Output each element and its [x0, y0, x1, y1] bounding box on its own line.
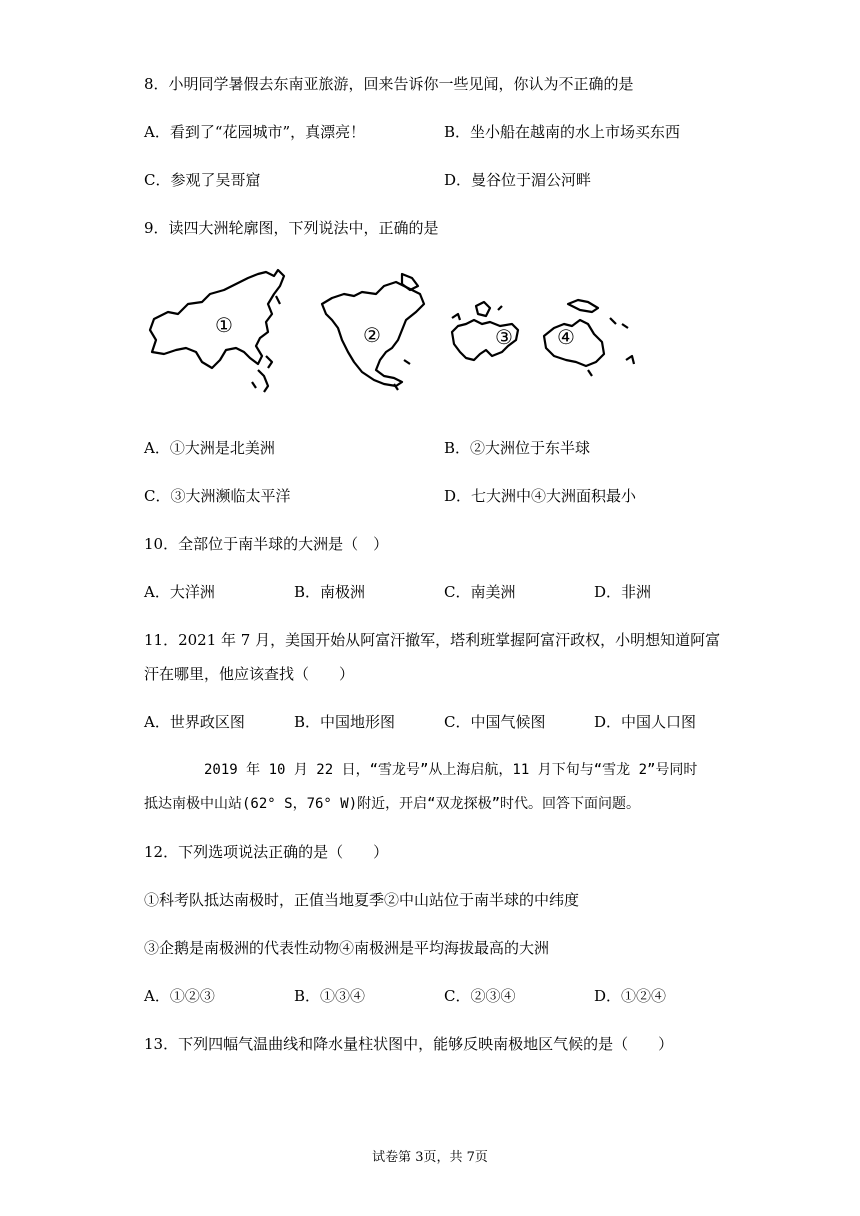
- q11-option-a: A．世界政区图: [144, 713, 245, 731]
- q9-stem: 9．读四大洲轮廓图，下列说法中，正确的是: [144, 219, 439, 237]
- q8-option-c: C．参观了吴哥窟: [144, 171, 261, 189]
- passage-line2: 抵达南极中山站(62° S，76° W)附近，开启“双龙探极”时代。回答下面问题。: [144, 796, 641, 812]
- q10-option-d: D．非洲: [594, 583, 652, 601]
- q11-stem-line2: 汗在哪里，他应该查找（ ）: [144, 665, 355, 683]
- q8-option-a: A．看到了“花园城市”，真漂亮！: [144, 123, 366, 141]
- page-footer: 试卷第 3页，共 7页: [372, 1150, 488, 1165]
- q12-option-c: C．②③④: [444, 987, 516, 1005]
- q9-option-d: D．七大洲中④大洲面积最小: [444, 487, 637, 505]
- q12-stem: 12．下列选项说法正确的是（ ）: [144, 843, 389, 861]
- continent-label-1: ①: [215, 313, 233, 337]
- q9-option-b: B．②大洲位于东半球: [444, 439, 591, 457]
- q12-option-d: D．①②④: [594, 987, 667, 1005]
- q10-option-b: B．南极洲: [294, 583, 366, 601]
- continent-outlines-svg: [140, 264, 650, 409]
- q12-option-a: A．①②③: [144, 987, 215, 1005]
- continent-label-3: ③: [495, 325, 513, 349]
- q12-statement-1: ①科考队抵达南极时，正值当地夏季②中山站位于南半球的中纬度: [144, 891, 580, 909]
- q9-option-a: A．①大洲是北美洲: [144, 439, 275, 457]
- q11-option-c: C．中国气候图: [444, 713, 546, 731]
- continent-outline-maps: [140, 264, 650, 409]
- q9-option-c: C．③大洲濒临太平洋: [144, 487, 291, 505]
- q8-stem: 8．小明同学暑假去东南亚旅游，回来告诉你一些见闻，你认为不正确的是: [144, 75, 634, 93]
- q11-option-b: B．中国地形图: [294, 713, 396, 731]
- continent-label-2: ②: [363, 323, 381, 347]
- q10-stem: 10．全部位于南半球的大洲是（ ）: [144, 535, 389, 553]
- q10-option-c: C．南美洲: [444, 583, 516, 601]
- q10-option-a: A．大洋洲: [144, 583, 215, 601]
- continent-label-4: ④: [557, 325, 575, 349]
- q12-option-b: B．①③④: [294, 987, 366, 1005]
- q8-option-d: D．曼谷位于湄公河畔: [444, 171, 592, 189]
- q12-statement-2: ③企鹅是南极洲的代表性动物④南极洲是平均海拔最高的大洲: [144, 939, 550, 957]
- q11-stem-line1: 11．2021 年 7 月，美国开始从阿富汗撤军，塔利班掌握阿富汗政权，小明想知道阿富: [144, 631, 721, 649]
- passage-line1: 2019 年 10 月 22 日，“雪龙号”从上海启航，11 月下旬与“雪龙 2”号同时: [204, 762, 698, 778]
- q11-option-d: D．中国人口图: [594, 713, 697, 731]
- q8-option-b: B．坐小船在越南的水上市场买东西: [444, 123, 681, 141]
- q13-stem: 13．下列四幅气温曲线和降水量柱状图中，能够反映南极地区气候的是（ ）: [144, 1035, 674, 1053]
